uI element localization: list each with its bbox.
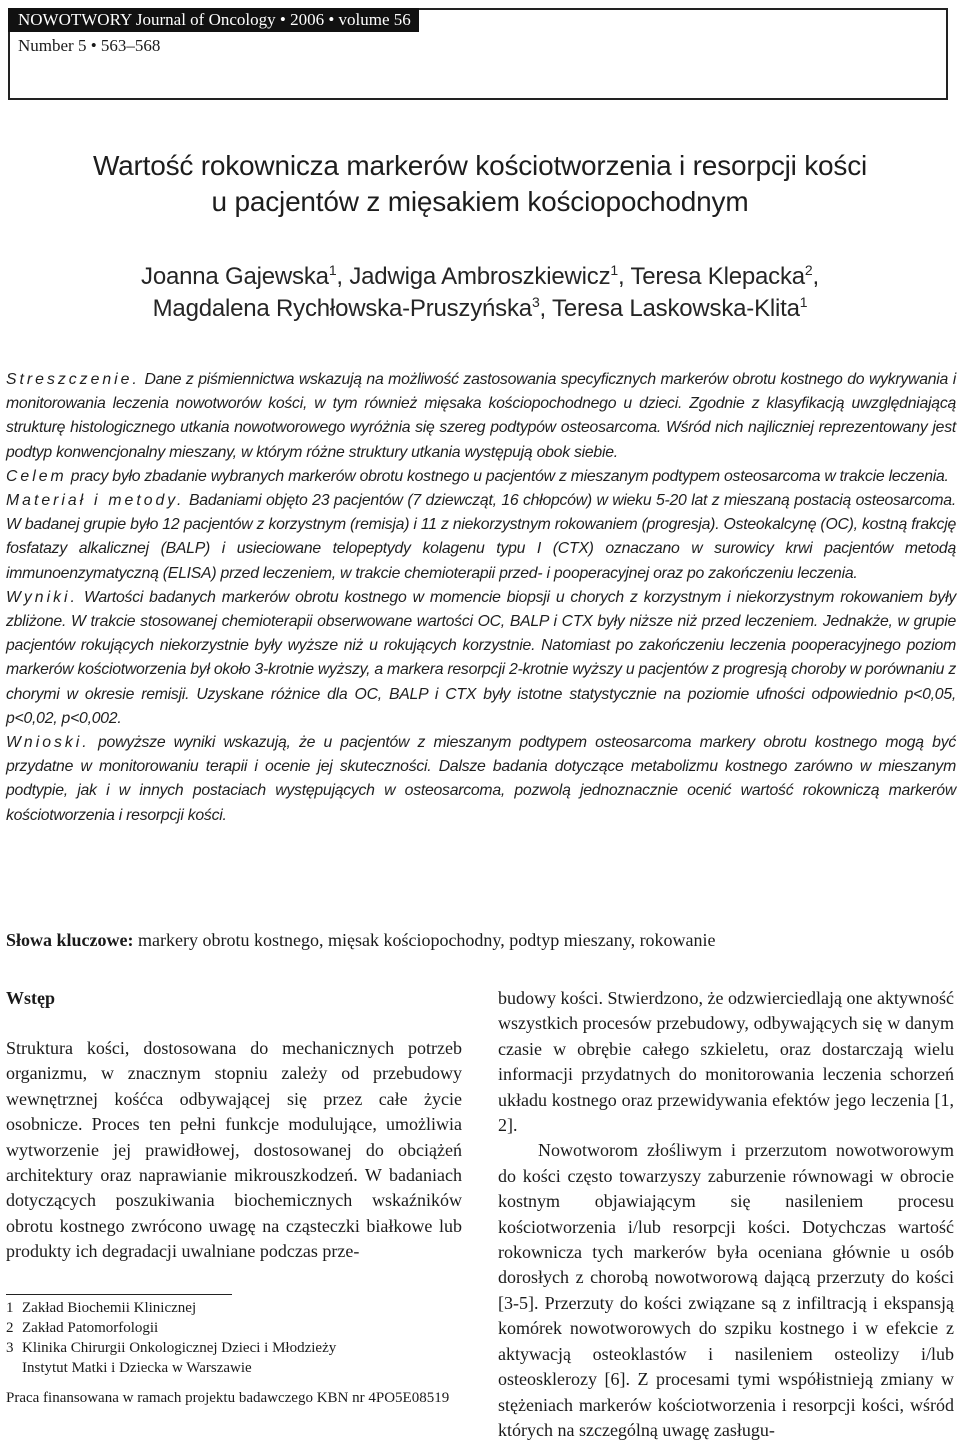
journal-banner: NOWOTWORY Journal of Oncology • 2006 • volume 56 [8,8,419,32]
affiliation-mark: 2 [804,262,813,278]
footnote-text: Zakład Patomorfologii [22,1320,159,1336]
footnote-number: 2 [6,1320,14,1336]
abstract-methods [6,489,956,586]
author-name: Magdalena Rychłowska-Pruszyńska [152,295,532,322]
abstract [6,368,956,828]
abstract-results [6,586,956,731]
abstract-methods-text: Badaniami objęto 23 pacjentów (7 dziewcząt, 16 chłopców) w wieku 5-20 lat z mieszaną postacią osteosarcoma. W badanej grupie było 12 pacjentów z korzystnym (remisja) i 11 z niekorzystnym rokowaniem (progresja). Osteokalcynę (OC), kostną frakcję fosfatazy alkalicznej (BALP) i usieciowane telopeptydy kolagenu typu I (CTX) oznaczano w surowicy krwi pacjentów metodą immunoenzymatyczną (ELISA) przed leczeniem, w trakcie chemioterapii przed- i pooperacyjnej oraz po zakończeniu leczenia. [6,492,956,582]
abstract-lead-wyniki: Wyniki. [6,588,78,606]
author-name: Jadwiga Ambroszkiewicz [349,263,611,290]
abstract-conclusions [6,731,956,828]
affiliation-mark: 1 [328,262,337,278]
affiliation-mark: 3 [531,294,540,310]
author-name: Teresa Klepacka [630,263,805,290]
author-separator: , [812,263,819,290]
footnote-text: Zakład Biochemii Klinicznej [22,1300,197,1316]
author-name: Joanna Gajewska [141,263,329,290]
abstract-aim [6,465,956,489]
author-name: Teresa Laskowska-Klita [552,295,800,322]
body-paragraph: Nowotworom złośliwym i przerzutom nowotworowym do kości często towarzyszy zaburzenie równowagi w obrocie kostnym objawiającym się nasileniem procesu kościotworzenia i/lub resorpcji kości. Dotychczas wartość rokownicza tych markerów była oceniana głównie u osób dorosłych z chorobą nowotworową dającą przerzuty do kości [3-5]. Przerzuty do kości związane są z infiltracją i ekspansją komórek nowotworowych do szpiku kostnego i w efekcie z aktywacją osteoklastów i nasileniem osteolizy i/lub osteosklerozy [6]. Z procesami tymi współistnieją zmiany w stężeniach markerów kościotworzenia i resorpcji kości, wśród których na szczególną uwagę zasługu- [498,1140,954,1440]
author-separator: , [336,263,350,290]
right-column [498,986,954,1443]
section-title: Wstęp [6,988,55,1008]
affiliation-mark: 1 [799,294,808,310]
footnote-text: Klinika Chirurgii Onkologicznej Dzieci i Młodzieży [22,1340,337,1356]
title-line-2: u pacjentów z mięsakiem kościopochodnym [211,186,749,217]
abstract-conclusions-text: powyższe wyniki wskazują, że u pacjentów z mieszanym podtypem osteosarcoma markery obrotu kostnego mogą być przydatne w monitorowaniu terapii i ocenie jej skuteczności. Dalsze badania dotyczące metabolizmu kostnego zarówno w mieszanym podtypie, jak i w innych postaciach występujących w osteosarcoma, pozwolą jednoznacznie ocenić wartość rokowniczą markerów kościotworzenia i resorpcji kości. [6,734,956,824]
affiliation-mark: 1 [610,262,618,278]
author-separator: , [539,295,553,322]
title-line-1: Wartość rokownicza markerów kościotworzenia i resorpcji kości [92,150,868,181]
body-paragraph: Struktura kości, dostosowana do mechanicznych potrzeb organizmu, w znacznym stopniu zależy od przebudowy wewnętrznej kośćca odbywającej się przez całe życie osobnicze. Proces ten pełni funkcje modulujące, umożliwia wytworzenie jej prawidłowej, dostosowanej do obciążeń architektury oraz naprawianie mikrouszkodzeń. W badaniach dotyczących poszukiwania biochemicznych wskaźników obrotu kostnego zwrócono uwagę na cząsteczki białkowe lub produkty ich degradacji uwalniane podczas prze- [6,1038,462,1262]
footnote-1 [6,1298,462,1318]
keywords-text: markery obrotu kostnego, mięsak kościopochodny, podtyp mieszany, rokowanie [133,930,716,950]
footnote-number: 1 [6,1300,14,1316]
footnotes [6,1298,462,1408]
abstract-aim-text: pracy było zbadanie wybranych markerów obrotu kostnego u pacjentów z mieszanym podtypem osteosarcoma w trakcie leczenia. [66,467,949,485]
footnote-number: 3 [6,1340,14,1356]
author-separator: , [617,263,631,290]
keywords [6,928,716,952]
abstract-summary-text: Dane z piśmiennictwa wskazują na możliwość zastosowania specyficznych markerów obrotu kostnego do wykrywania i monitorowania leczenia nowotworów kości, w tym również mięsaka kościopochodnego u dzieci. Zgodnie z klasyfikacją uwzględniającą strukturę histologicznego utkania nowotworowego wyróżnia się szereg podtypów osteosarcoma. Wśród nich najliczniej reprezentowany jest podtyp konwencjonalny mieszany, w którym różne struktury utkania występują obok siebie. [6,371,956,461]
body-paragraph: budowy kości. Stwierdzono, że odzwierciedlają one aktywność wszystkich procesów przebudowy, odbywających się w danym czasie w obrębie całego szkieletu, oraz dostarczają wielu informacji przydatnych do monitorowania leczenia schorzeń układu kostnego oraz przewidywania efektów jego leczenia [1, 2]. [498,988,954,1136]
abstract-summary [6,368,956,465]
footnote-2 [6,1318,462,1338]
left-column [6,986,462,1265]
abstract-lead-wnioski: Wnioski. [6,734,90,752]
funding-note: Praca finansowana w ramach projektu badawczego KBN nr 4PO5E08519 [6,1390,450,1406]
author-line-2 [0,293,960,325]
abstract-lead-cel: Celem [6,467,67,485]
footnote-divider [6,1294,232,1295]
author-line-1 [0,261,960,293]
abstract-results-text: Wartości badanych markerów obrotu kostnego w momencie biopsji u chorych z korzystnym i niekorzystnym rokowaniem były zbliżone. W trakcie stosowanej chemioterapii obserwowane wartości OC, BALP i CTX były niższe niż przed leczeniem. Jednakże, w grupie pacjentów rokujących niekorzystnie były wyższe niż u rokujących korzystnie. Natomiast po zakończeniu leczenia pooperacyjnego poziom markerów kościotworzenia był około 3-krotnie wyższy, a markera resorpcji 2-krotnie wyższy u pacjentów z progresją choroby w porównaniu z chorymi w okresie remisji. Uzyskane różnice dla OC, BALP i CTX były istotne statystycznie na poziomie ufności odpowiednio p<0,05, p<0,02, p<0,002. [6,588,956,727]
issue-info: Number 5 • 563–568 [18,36,161,55]
keywords-label: Słowa kluczowe: [6,930,134,950]
abstract-lead-material: Materiał i metody. [6,492,185,510]
footnote-3-continuation: Instytut Matki i Dziecka w Warszawie [22,1360,252,1376]
author-list [0,261,960,325]
article-title [0,148,960,220]
footnote-3 [6,1338,462,1358]
abstract-lead-streszczenie: Streszczenie. [6,371,140,388]
